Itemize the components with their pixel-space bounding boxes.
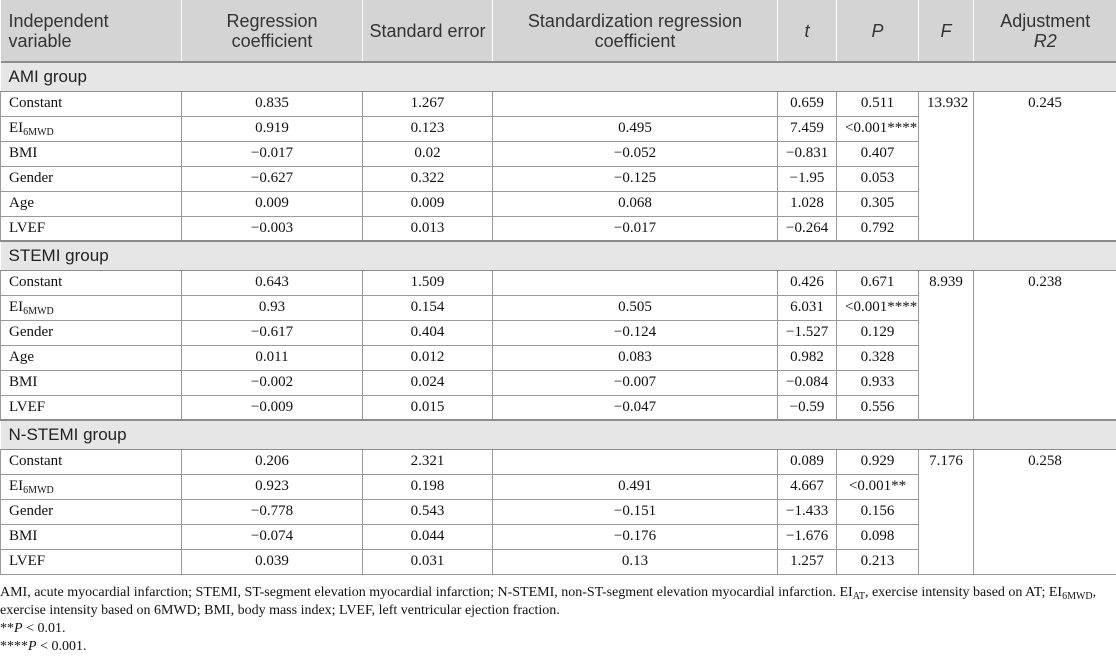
cell-p: <0.001****	[837, 116, 919, 141]
cell-regression-coefficient: −0.003	[182, 216, 363, 241]
cell-standard-error: 0.543	[363, 499, 493, 524]
cell-p: 0.328	[837, 345, 919, 370]
cell-regression-coefficient: −0.627	[182, 166, 363, 191]
header-regression-coefficient: Regression coefficient	[182, 0, 363, 62]
cell-standard-error: 0.024	[363, 370, 493, 395]
group-label: STEMI group	[1, 241, 1116, 270]
cell-p: 0.511	[837, 91, 919, 116]
cell-standard-error: 0.123	[363, 116, 493, 141]
group-label: AMI group	[1, 62, 1116, 91]
variable-subscript: 6MWD	[23, 485, 54, 496]
variable-name: Gender	[9, 503, 54, 519]
cell-variable	[1, 116, 182, 141]
cell-regression-coefficient: 0.011	[182, 345, 363, 370]
cell-standardized-coefficient: −0.047	[493, 395, 778, 420]
cell-t: 6.031	[778, 295, 837, 320]
cell-t: −0.264	[778, 216, 837, 241]
cell-standardized-coefficient: −0.007	[493, 370, 778, 395]
cell-regression-coefficient: −0.778	[182, 499, 363, 524]
table-body	[1, 62, 1116, 574]
header-f: F	[919, 0, 974, 62]
cell-standard-error: 0.012	[363, 345, 493, 370]
cell-regression-coefficient: −0.074	[182, 524, 363, 549]
group-label: N-STEMI group	[1, 420, 1116, 449]
footnote-stars: **	[0, 621, 14, 636]
variable-subscript: 6MWD	[23, 306, 54, 317]
cell-p: 0.933	[837, 370, 919, 395]
cell-standard-error: 0.02	[363, 141, 493, 166]
cell-standard-error: 0.322	[363, 166, 493, 191]
header-standard-error: Standard error	[363, 0, 493, 62]
table-row	[1, 270, 1116, 295]
footnote-text: < 0.001.	[36, 639, 87, 654]
cell-standard-error: 0.154	[363, 295, 493, 320]
cell-adjusted-r2: 0.238	[974, 270, 1116, 420]
footnote-abbreviations	[0, 584, 1110, 620]
footnote-text: , exercise intensity based on AT; EI	[864, 585, 1063, 600]
footnote-p: P	[14, 621, 23, 636]
cell-variable	[1, 449, 182, 474]
cell-standardized-coefficient: 0.495	[493, 116, 778, 141]
cell-p: 0.671	[837, 270, 919, 295]
cell-regression-coefficient: 0.039	[182, 549, 363, 574]
variable-name: Gender	[9, 324, 54, 340]
footnote-subscript: 6MWD	[1062, 591, 1093, 602]
footnote-significance-1	[0, 620, 1110, 638]
footnote-stars: ****	[0, 639, 28, 654]
cell-regression-coefficient: −0.617	[182, 320, 363, 345]
cell-t: 1.028	[778, 191, 837, 216]
cell-standard-error: 0.044	[363, 524, 493, 549]
variable-name: BMI	[9, 374, 38, 390]
footnote-text: < 0.01.	[22, 621, 66, 636]
cell-standardized-coefficient: 0.491	[493, 474, 778, 499]
group-header-row	[1, 420, 1116, 449]
cell-t: −1.527	[778, 320, 837, 345]
footnote-p: P	[28, 639, 37, 654]
cell-t: −0.59	[778, 395, 837, 420]
cell-regression-coefficient: −0.017	[182, 141, 363, 166]
cell-p: 0.556	[837, 395, 919, 420]
variable-name: EI	[9, 478, 24, 494]
header-row	[1, 0, 1116, 62]
cell-standard-error: 0.015	[363, 395, 493, 420]
cell-variable	[1, 166, 182, 191]
cell-variable	[1, 295, 182, 320]
cell-standardized-coefficient: −0.124	[493, 320, 778, 345]
cell-standardized-coefficient	[493, 91, 778, 116]
cell-standardized-coefficient: 0.13	[493, 549, 778, 574]
cell-standardized-coefficient: −0.125	[493, 166, 778, 191]
cell-p: <0.001****	[837, 295, 919, 320]
cell-variable	[1, 191, 182, 216]
cell-t: −0.831	[778, 141, 837, 166]
cell-p: 0.929	[837, 449, 919, 474]
cell-variable	[1, 549, 182, 574]
cell-standard-error: 0.031	[363, 549, 493, 574]
cell-regression-coefficient: 0.206	[182, 449, 363, 474]
cell-t: 1.257	[778, 549, 837, 574]
footnote-text: , exercise intensity based on 6MWD; BMI, body mass index; LVEF, left ventricular ejection fraction.	[0, 585, 1097, 618]
cell-variable	[1, 345, 182, 370]
cell-p: 0.156	[837, 499, 919, 524]
variable-name: Age	[9, 349, 34, 365]
cell-variable	[1, 91, 182, 116]
cell-p: 0.792	[837, 216, 919, 241]
cell-standard-error: 1.267	[363, 91, 493, 116]
cell-standard-error: 0.198	[363, 474, 493, 499]
variable-name: Constant	[9, 274, 63, 290]
cell-p: 0.098	[837, 524, 919, 549]
cell-adjusted-r2: 0.245	[974, 91, 1116, 241]
cell-variable	[1, 524, 182, 549]
table-row	[1, 91, 1116, 116]
cell-f: 13.932	[919, 91, 974, 241]
header-p: P	[837, 0, 919, 62]
cell-regression-coefficient: 0.93	[182, 295, 363, 320]
header-standardization-coefficient: Standardization regression coefficient	[493, 0, 778, 62]
variable-name: LVEF	[9, 553, 46, 569]
cell-standardized-coefficient: −0.176	[493, 524, 778, 549]
group-header-row	[1, 241, 1116, 270]
cell-regression-coefficient: 0.919	[182, 116, 363, 141]
cell-t: 0.089	[778, 449, 837, 474]
variable-name: BMI	[9, 145, 38, 161]
cell-standardized-coefficient	[493, 270, 778, 295]
header-independent-variable: Independent variable	[1, 0, 182, 62]
header-t: t	[778, 0, 837, 62]
cell-p: 0.213	[837, 549, 919, 574]
header-r2-text: R2	[1033, 30, 1057, 51]
cell-p: <0.001**	[837, 474, 919, 499]
cell-variable	[1, 395, 182, 420]
cell-p: 0.305	[837, 191, 919, 216]
cell-standardized-coefficient: −0.151	[493, 499, 778, 524]
cell-f: 8.939	[919, 270, 974, 420]
cell-variable	[1, 320, 182, 345]
cell-standardized-coefficient: 0.068	[493, 191, 778, 216]
cell-variable	[1, 499, 182, 524]
variable-name: LVEF	[9, 398, 46, 415]
cell-regression-coefficient: −0.002	[182, 370, 363, 395]
cell-standardized-coefficient	[493, 449, 778, 474]
cell-t: 4.667	[778, 474, 837, 499]
cell-variable	[1, 370, 182, 395]
header-adjustment-r2	[974, 0, 1116, 62]
cell-t: 0.982	[778, 345, 837, 370]
cell-p: 0.129	[837, 320, 919, 345]
cell-standardized-coefficient: −0.017	[493, 216, 778, 241]
group-header-row	[1, 62, 1116, 91]
variable-name: EI	[9, 120, 24, 136]
cell-t: 0.426	[778, 270, 837, 295]
cell-t: −1.433	[778, 499, 837, 524]
cell-regression-coefficient: 0.643	[182, 270, 363, 295]
cell-t: −1.95	[778, 166, 837, 191]
cell-standard-error: 0.009	[363, 191, 493, 216]
variable-name: BMI	[9, 528, 38, 544]
variable-name: LVEF	[9, 219, 46, 236]
cell-standard-error: 2.321	[363, 449, 493, 474]
cell-adjusted-r2: 0.258	[974, 449, 1116, 574]
cell-variable	[1, 270, 182, 295]
table-footnotes	[0, 584, 1110, 656]
table-row	[1, 449, 1116, 474]
cell-t: −1.676	[778, 524, 837, 549]
footnote-significance-2	[0, 638, 1110, 656]
cell-standardized-coefficient: 0.505	[493, 295, 778, 320]
footnote-text: AMI, acute myocardial infarction; STEMI, ST-segment elevation myocardial infarction; N-STEMI, non-ST-segment elevation myocardial infarction. EI	[0, 585, 853, 600]
cell-standard-error: 0.013	[363, 216, 493, 241]
cell-standardized-coefficient: −0.052	[493, 141, 778, 166]
variable-name: EI	[9, 299, 24, 315]
cell-p: 0.407	[837, 141, 919, 166]
cell-variable	[1, 216, 182, 241]
footnote-subscript: AT	[852, 591, 865, 602]
variable-name: Age	[9, 195, 34, 211]
cell-f: 7.176	[919, 449, 974, 574]
cell-t: 7.459	[778, 116, 837, 141]
cell-t: −0.084	[778, 370, 837, 395]
cell-regression-coefficient: 0.835	[182, 91, 363, 116]
variable-subscript: 6MWD	[23, 127, 54, 138]
cell-standard-error: 1.509	[363, 270, 493, 295]
cell-regression-coefficient: 0.923	[182, 474, 363, 499]
cell-standardized-coefficient: 0.083	[493, 345, 778, 370]
cell-p: 0.053	[837, 166, 919, 191]
header-adjustment-text: Adjustment	[1000, 10, 1091, 31]
variable-name: Constant	[9, 453, 63, 469]
cell-regression-coefficient: 0.009	[182, 191, 363, 216]
variable-name: Constant	[9, 95, 63, 111]
cell-variable	[1, 474, 182, 499]
cell-variable	[1, 141, 182, 166]
cell-t: 0.659	[778, 91, 837, 116]
variable-name: Gender	[9, 170, 54, 186]
cell-regression-coefficient: −0.009	[182, 395, 363, 420]
cell-standard-error: 0.404	[363, 320, 493, 345]
